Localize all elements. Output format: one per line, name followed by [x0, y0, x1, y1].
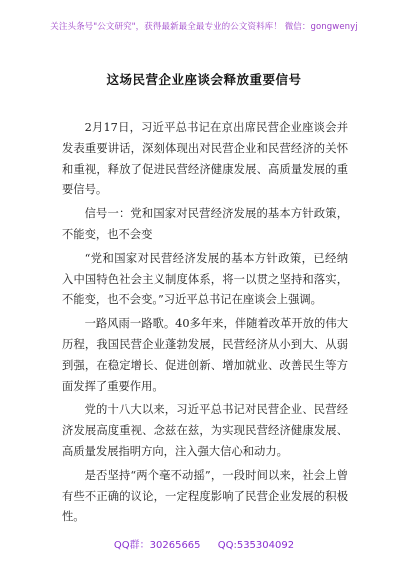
qq-text: QQ:535304092: [217, 540, 295, 551]
qq-group-text: QQ群：30265665: [113, 540, 201, 551]
document-body: [62, 118, 348, 531]
section-heading: 信号一：党和国家对民营经济发展的基本方针政策，不能变，也不会变: [62, 207, 348, 241]
paragraph: 是否坚持“两个毫不动摇”，一段时间以来，社会上曾有些不正确的议论，一定程度影响了民营企业发展的积极性。: [62, 468, 348, 524]
paragraph: 党的十八大以来，习近平总书记对民营企业、民营经济发展高度重视、念兹在兹，为实现民营经济健康发展、高质量发展指明方向，注入强大信心和动力。: [62, 403, 348, 458]
paragraph: “党和国家对民营经济发展的基本方针政策，已经纳入中国特色社会主义制度体系，将一以贯之坚持和落实，不能变，也不会变。”习近平总书记在座谈会上强调。: [62, 251, 348, 307]
footer-contact: [0, 536, 408, 551]
document-title: 这场民营企业座谈会释放重要信号: [106, 72, 302, 87]
paragraph: 2月17日，习近平总书记在京出席民营企业座谈会并发表重要讲话，深刻体现出对民营企业和民营经济的关怀和重视，释放了促进民营经济健康发展、高质量发展的重要信号。: [62, 121, 348, 197]
paragraph: 一路风雨一路歌。40多年来，伴随着改革开放的伟大历程，我国民营企业蓬勃发展，民营经济从小到大、从弱到强，在稳定增长、促进创新、增加就业、改善民生等方面发挥了重要作用。: [62, 317, 348, 393]
header-banner: 关注头条号"公文研究"，获得最新最全最专业的公文资料库！ 微信：gongwenyj: [50, 22, 358, 32]
